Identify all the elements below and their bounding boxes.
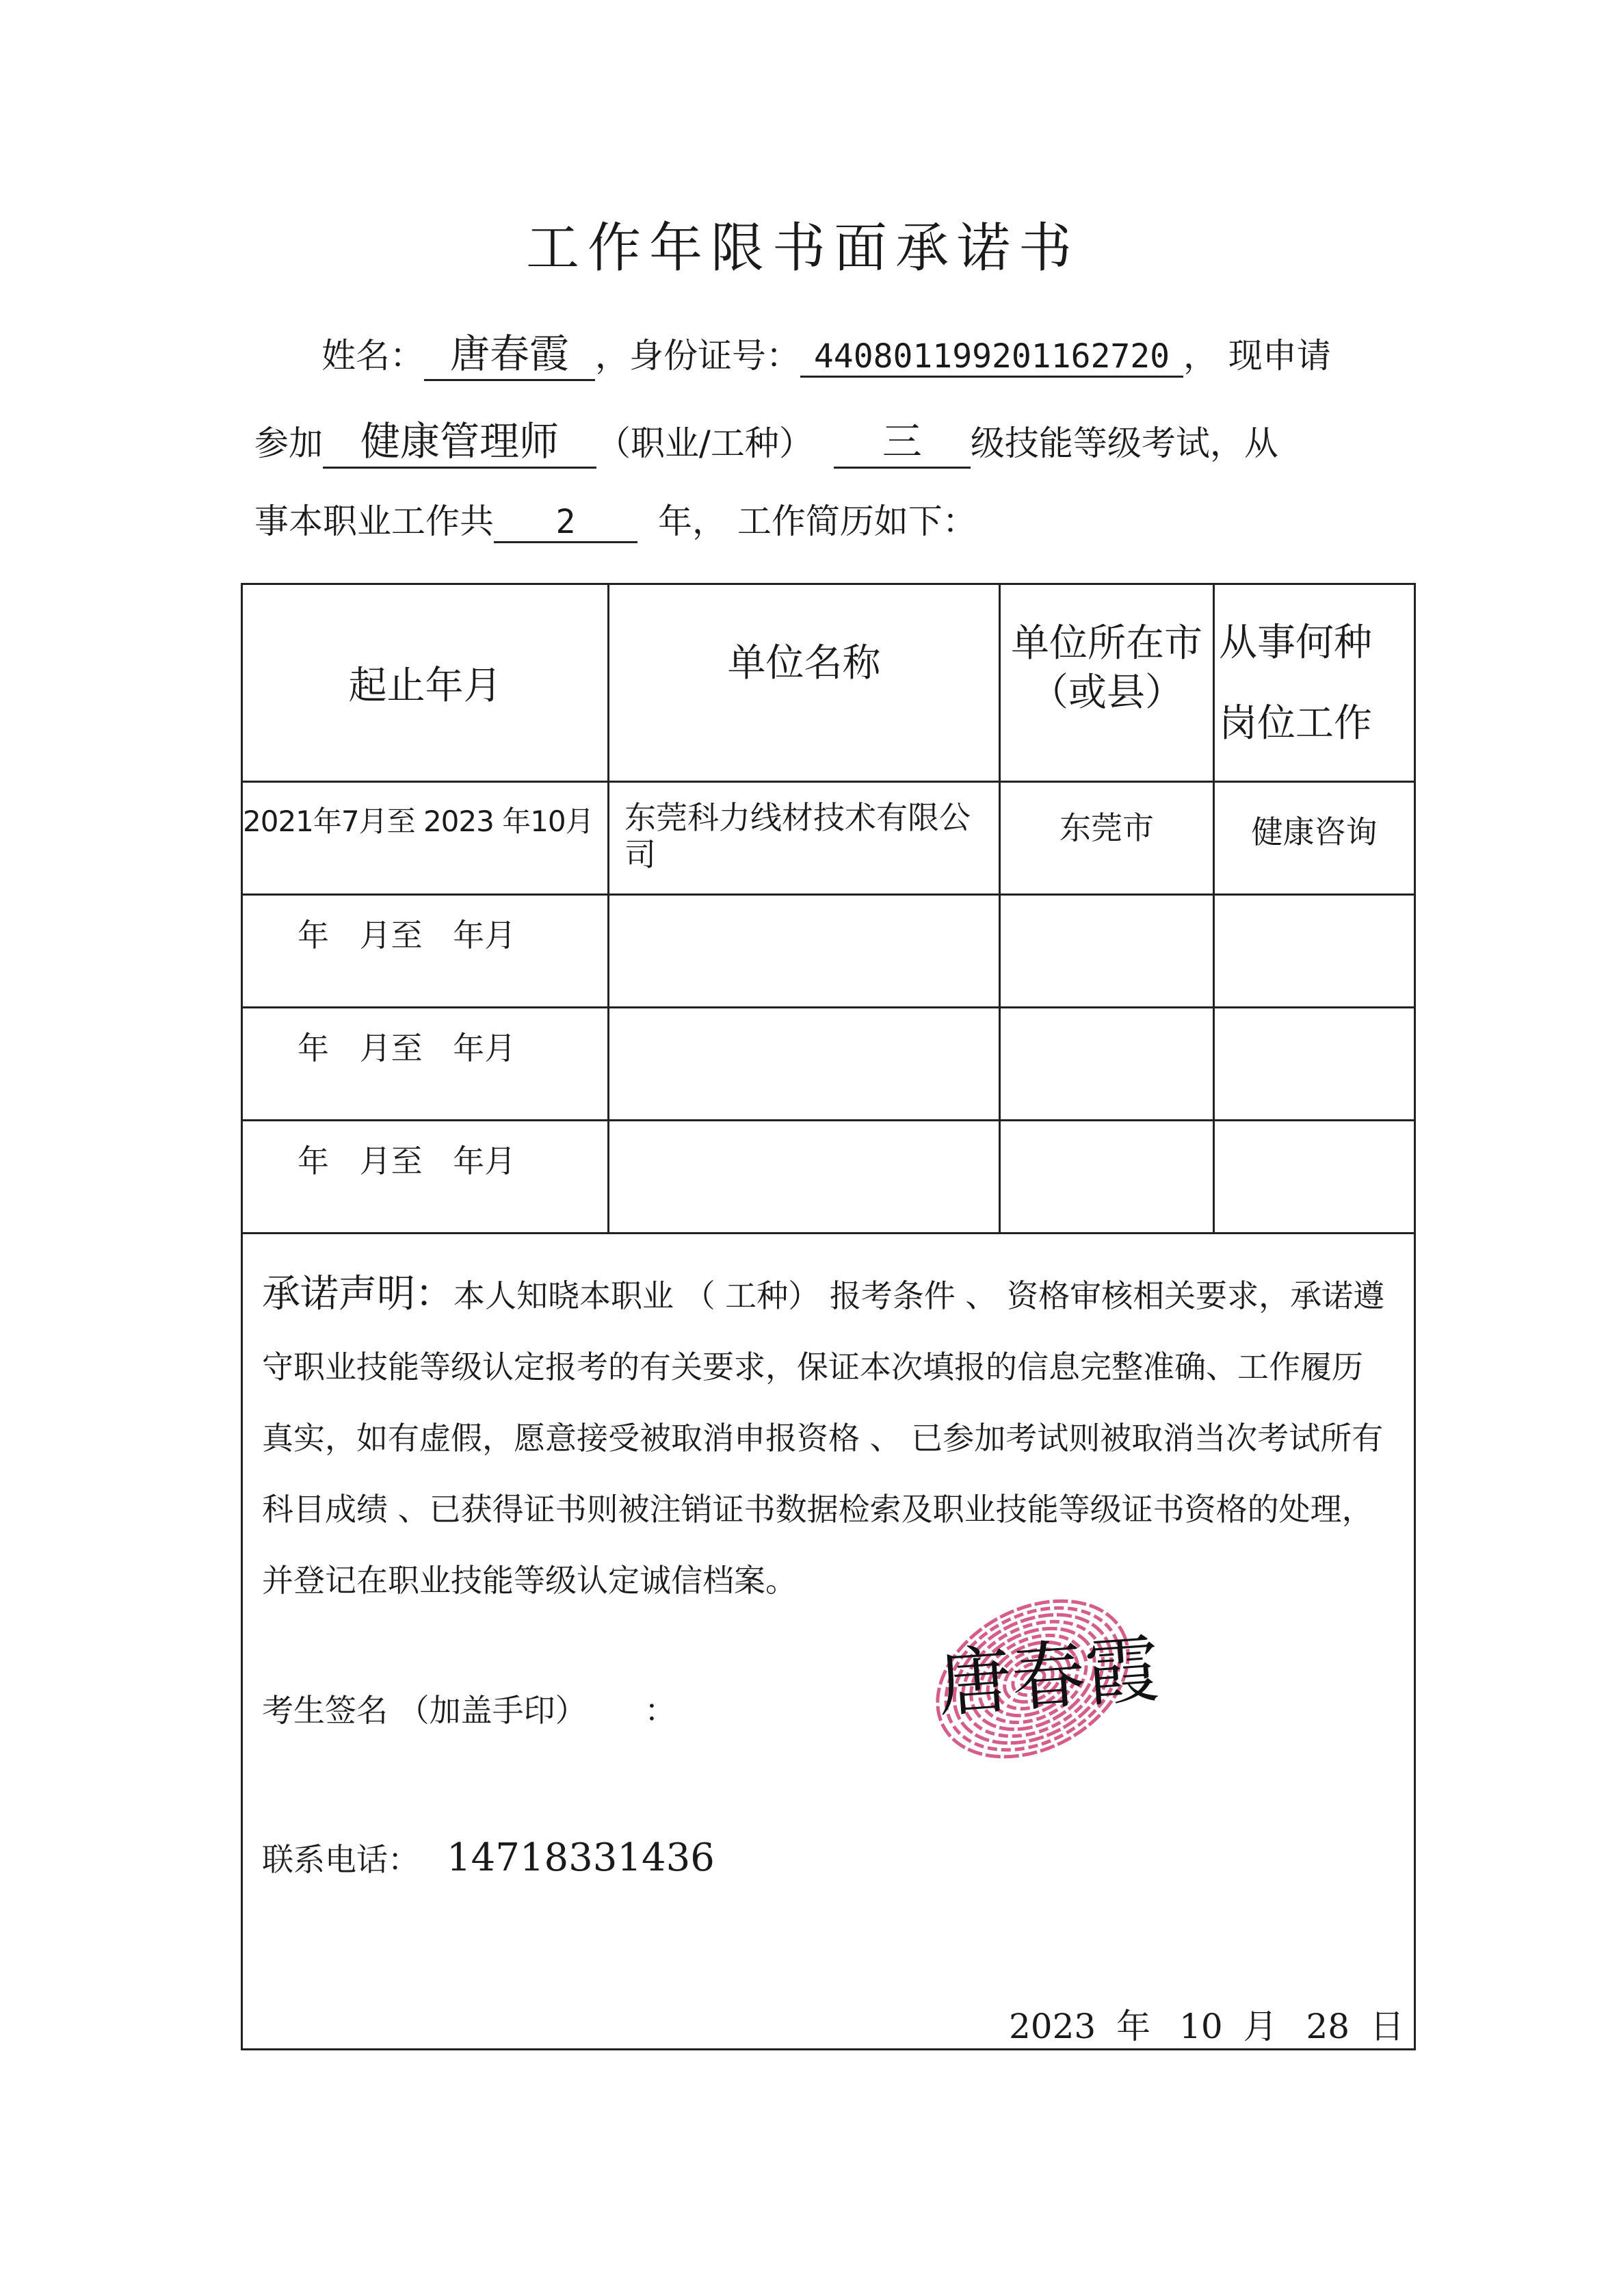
header-position-line-2: 岗位工作 [1219, 701, 1372, 746]
date-day: 28 [1306, 2007, 1350, 2046]
row-city [999, 1008, 1213, 1119]
row-company [607, 896, 999, 1006]
join-prefix: 参加 [254, 423, 323, 463]
signature-label-text: 考生签名 （加盖手印） [262, 1692, 587, 1729]
applicant-line-2 [254, 409, 1278, 469]
date-day-label: 日 [1370, 2007, 1405, 2046]
document-title: 工作年限书面承诺书 [525, 218, 1080, 279]
applicant-line-1 [321, 322, 1331, 381]
name-label: 姓名： [321, 336, 424, 376]
work-history-table [241, 583, 1416, 2050]
row-period: 2021年7月至 2023 年10月 [243, 805, 594, 838]
header-position [1213, 585, 1414, 781]
occupation-note: （职业/工种） [596, 423, 813, 463]
date-year: 2023 [1009, 2007, 1096, 2046]
header-position-line-1: 从事何种 [1219, 621, 1372, 665]
handwritten-signature: 唐春霞 [934, 1626, 1162, 1728]
table-header-row [243, 585, 1414, 781]
row-position [1213, 1008, 1414, 1119]
row-position [1213, 1121, 1414, 1232]
header-city-line-2: （或县） [1030, 670, 1183, 715]
work-prefix: 事本职业工作共 [254, 501, 494, 541]
row-city [999, 1121, 1213, 1232]
name-value: 唐春霞 [424, 322, 595, 381]
date-year-label: 年 [1116, 2007, 1151, 2046]
row-city: 东莞市 [999, 783, 1213, 893]
signature-label [262, 1686, 676, 1731]
row-company [607, 1121, 999, 1232]
row-period: 年 月至 年月 [298, 1030, 516, 1067]
years-value: 2 [494, 503, 637, 543]
id-number-value: 440801199201162720 [800, 337, 1183, 378]
occupation-value: 健康管理师 [323, 409, 596, 469]
declaration-section [243, 1232, 1414, 2048]
table-row [243, 1006, 1414, 1119]
header-period: 起止年月 [348, 664, 502, 708]
table-row [243, 1119, 1414, 1232]
declaration-body [262, 1259, 1391, 1616]
declaration-text: 本人知晓本职业 （ 工种） 报考条件 、 资格审核相关要求，承诺遵守职业技能等级认定报考的有关要求，保证本次填报的信息完整准确、工作履历 真实，如有虚假，愿意接受被取消申报资格 、 已参加考试则被取消当次考试所有科目成绩 、已获得证书则被注销证书数据检索及职业技能等级证书资格的处理，并登记在职业技能等级认定诚信档案。 [262, 1277, 1385, 1599]
phone-value: 14718331436 [447, 1836, 715, 1880]
row-period: 年 月至 年月 [298, 917, 516, 954]
row-company: 东莞科力线材技术有限公司 [607, 783, 999, 893]
exam-suffix: 级技能等级考试，从 [970, 423, 1278, 463]
row-period: 年 月至 年月 [298, 1143, 516, 1179]
declaration-heading: 承诺声明： [262, 1272, 453, 1316]
table-row [243, 781, 1414, 893]
signature-colon: ： [644, 1692, 676, 1729]
years-suffix: 年， 工作简历如下： [658, 501, 977, 541]
header-company: 单位名称 [607, 585, 999, 781]
row-position: 健康咨询 [1213, 783, 1414, 893]
level-value: 三 [834, 409, 971, 469]
row-city [999, 896, 1213, 1006]
phone-label: 联系电话： [262, 1841, 419, 1878]
contact-row [262, 1835, 715, 1880]
table-row [243, 893, 1414, 1006]
date-month-label: 月 [1243, 2007, 1278, 2046]
id-label: ，身份证号： [595, 336, 800, 376]
signing-date [1009, 1999, 1404, 2048]
date-month: 10 [1179, 2007, 1223, 2046]
apply-suffix: ， 现申请 [1183, 336, 1331, 376]
header-city [999, 585, 1213, 781]
applicant-line-3 [254, 494, 977, 543]
row-company [607, 1008, 999, 1119]
row-position [1213, 896, 1414, 1006]
header-city-line-1: 单位所在市 [1011, 621, 1202, 666]
